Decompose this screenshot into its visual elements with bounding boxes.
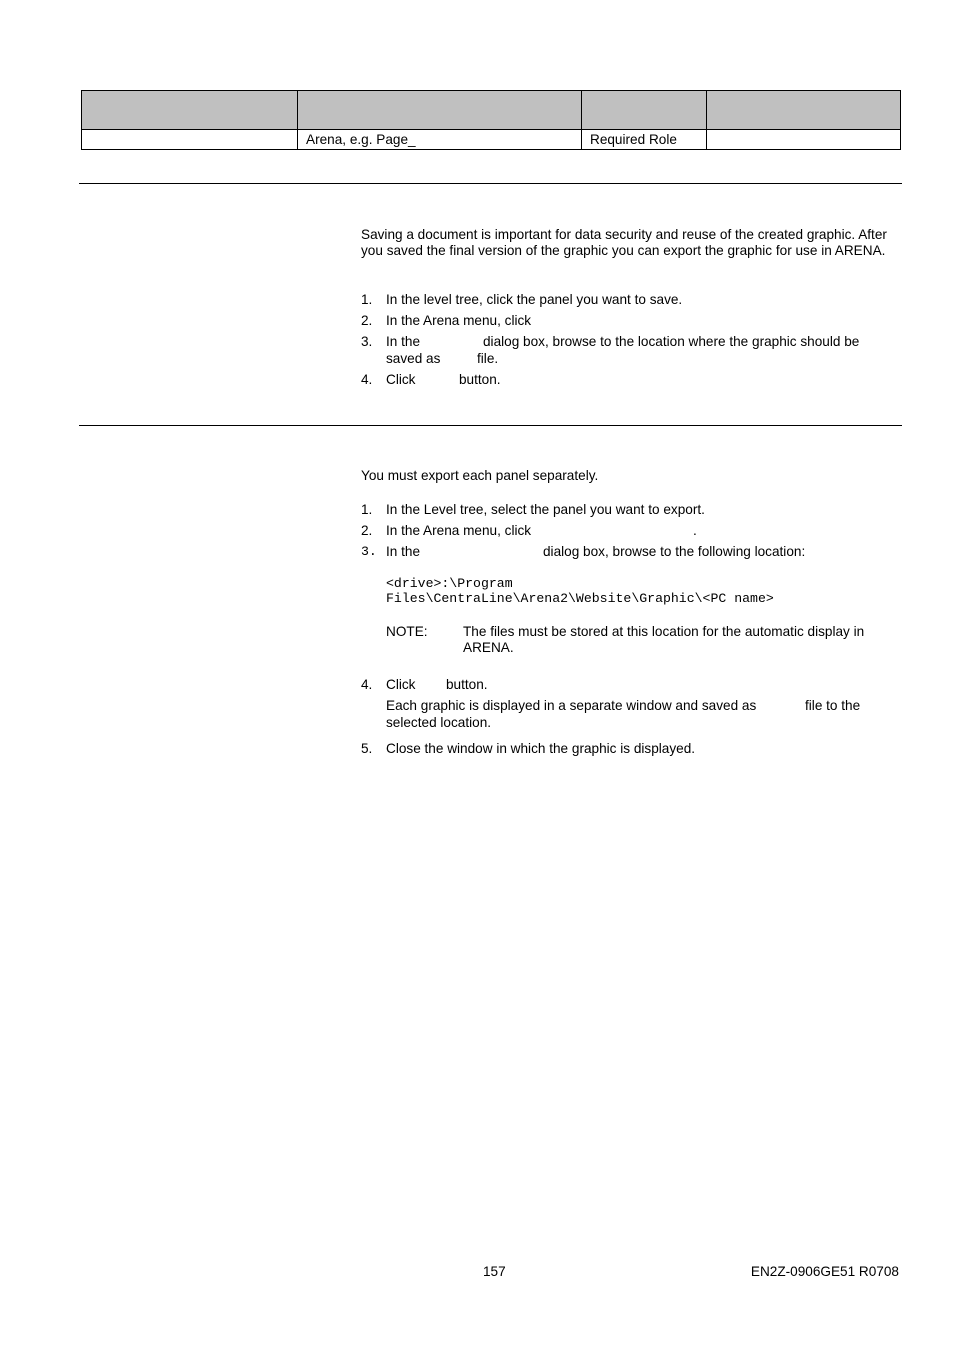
export-step-4: [361, 676, 906, 732]
step-detail: selected location.: [386, 715, 492, 730]
step-number: 5.: [361, 741, 373, 756]
note-text: The files must be stored at this location for the automatic display in ARENA.: [463, 624, 865, 655]
step-number: 4.: [361, 677, 373, 692]
table-header-row: [82, 91, 901, 130]
step-text: saved as: [386, 351, 441, 366]
table-row: [82, 130, 901, 150]
table-header-cell: [582, 91, 707, 130]
section-divider: [79, 425, 902, 426]
step-text: In the level tree, click the panel you want to save.: [386, 292, 683, 307]
section-divider: [79, 183, 902, 184]
step-text: Click: [386, 372, 416, 387]
step-text: file.: [477, 351, 499, 366]
step-number: 3.: [361, 544, 377, 559]
table-header-cell: [298, 91, 582, 130]
step-text: dialog box, browse to the following location:: [543, 544, 806, 559]
step-detail: file to the: [805, 698, 861, 713]
page-number: 157: [483, 1264, 506, 1279]
note-label: NOTE:: [386, 624, 428, 639]
step-text: button.: [459, 372, 501, 387]
document-code: EN2Z-0906GE51 R0708: [750, 1264, 899, 1279]
save-step-3: [361, 333, 906, 369]
step-text: .: [693, 523, 697, 538]
table-cell: Arena, e.g. Page_: [298, 130, 582, 150]
step-text: Click: [386, 677, 416, 692]
step-number: 2.: [361, 523, 373, 538]
step-text: In the: [386, 334, 421, 349]
table-cell: Required Role: [582, 130, 707, 150]
path-code-line: Files\CentraLine\Arena2\Website\Graphic\<PC name>: [386, 591, 774, 606]
step-number: 2.: [361, 313, 373, 328]
step-number: 1.: [361, 292, 373, 307]
step-number: 3.: [361, 334, 373, 349]
save-intro: Saving a document is important for data security and reuse of the created graphic. After you saved the final version of the graphic you can export the graphic for use in ARENA.: [361, 227, 887, 258]
step-text: In the Arena menu, click: [386, 523, 532, 538]
table-cell: [707, 130, 901, 150]
step-text: In the Level tree, select the panel you want to export.: [386, 502, 705, 517]
table-header-cell: [707, 91, 901, 130]
step-text: dialog box, browse to the location where the graphic should be: [483, 334, 860, 349]
step-text: In the Arena menu, click: [386, 313, 532, 328]
table-cell: [82, 130, 298, 150]
export-intro: You must export each panel separately.: [361, 468, 599, 483]
table-header-cell: [82, 91, 298, 130]
path-code-line: <drive>:\Program: [386, 576, 513, 591]
step-text: button.: [446, 677, 488, 692]
step-number: 1.: [361, 502, 373, 517]
step-text: In the: [386, 544, 421, 559]
step-text: Close the window in which the graphic is displayed.: [386, 741, 696, 756]
properties-table: [81, 90, 901, 150]
step-number: 4.: [361, 372, 373, 387]
step-detail: Each graphic is displayed in a separate window and saved as: [386, 698, 757, 713]
